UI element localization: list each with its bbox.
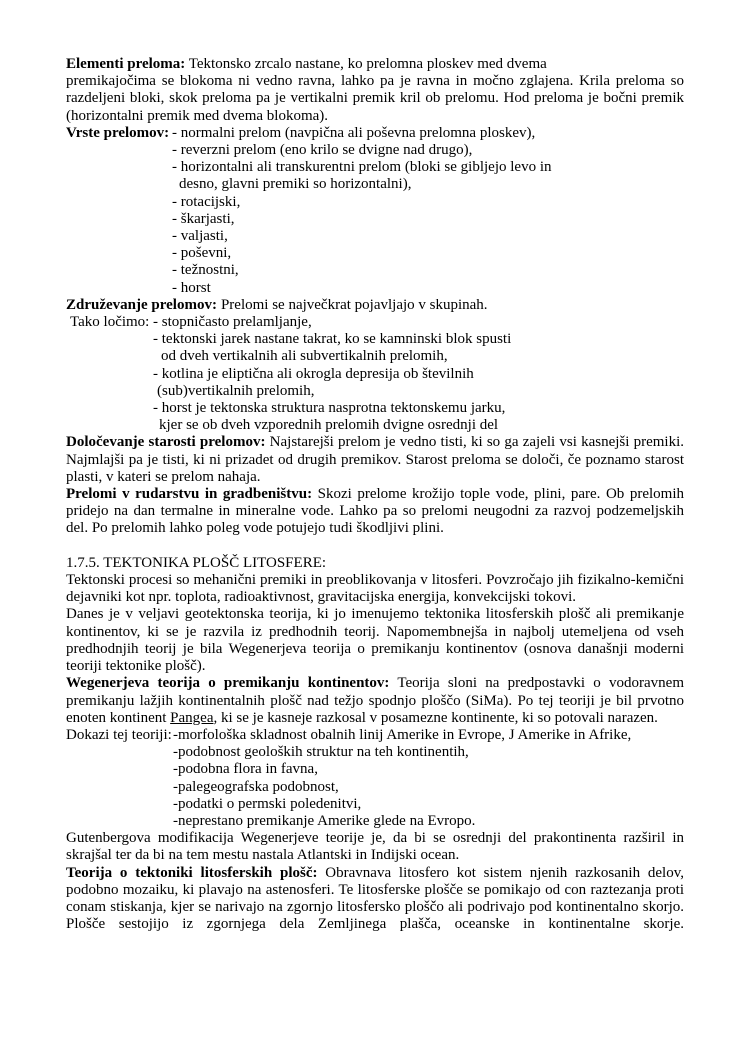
list-item: - valjasti, (172, 228, 228, 245)
list-item: - rotacijski, (172, 193, 241, 210)
evidence-list-label-line (66, 727, 684, 744)
list-item-continuation: kjer se ob dveh vzporednih prelomih dvigne osrednji del (159, 417, 499, 434)
fault-types-label-line (66, 125, 684, 142)
section-heading: 1.7.5. TEKTONIKA PLOŠČ LITOSFERE: (66, 554, 327, 571)
list-item: - poševni, (172, 245, 232, 262)
list-item: - horst (172, 279, 211, 296)
grouping-list-label-line (66, 314, 684, 331)
bold-lead: Elementi preloma: (66, 56, 186, 72)
para-faults-in-mining (66, 486, 684, 538)
list-item: - normalni prelom (navpična ali poševna prelomna ploskev), (172, 124, 536, 141)
blank-line (66, 538, 684, 555)
list-item: - kotlina je eliptična ali okrogla depresija ob številnih (153, 365, 474, 382)
para-geotectonic-theory: Danes je v veljavi geotektonska teorija, ki jo imenujemo tektonika litosferskih plošč ali premikanje kontinentov, ki se je razvila iz predhodnih teorij. Napomembnejša in najbolj utemeljena od vseh predhodnjih teorij je bila Wegenerjeva teorija o premikanju kontinentov (osnova današnji moderni teoriji tektonike plošč). (66, 606, 684, 675)
para-text: Teorija sloni na predpostavki o vodoravnem premikanju lažjih kontinentalnih plošč nad težjo spodnjo ploščo (SiMa). Po tej teoriji je bil prvotno enoten kontinent (66, 675, 684, 726)
para-text: Prelomi se največkrat pojavljajo v skupinah. (220, 296, 488, 313)
para-text: Skozi prelome krožijo tople vode, plini, pare. Ob prelomih pridejo na dan termalne in mineralne vode. Lahko pa so prelomi neugodni za razvoj podzemeljskih del. Po prelomih lahko poleg vode potujejo tudi škodljivi plini. (66, 486, 684, 537)
para-fault-age-determination (66, 434, 684, 486)
para-text: Obravnava litosfero kot sistem njenih razkosanih delov, podobno mozaiku, ki plavajo na astenosferi. Te litosferske plošče se pomikajo od con raztezanja proti conam stiskanja, kjer se narivajo na zgornjo litosfersko ploščo ali podrivajo pod kontinentalno skorjo. Plošče sestojijo iz zgornjega dela Zemljinega plašča, oceanske in kontinentalne skorje. (66, 864, 684, 933)
list-item: -morfološka skladnost obalnih linij Amerike in Evrope, J Amerike in Afrike, (173, 726, 632, 743)
para-text: Najstarejši prelom je vedno tisti, ki so ga zajeli vsi kasnejši premiki. Najmlajši pa je tisti, ki ni prizadet od drugih premikov. Starost preloma se določi, če poznamo starost plasti, v kateri se prelom nahaja. (66, 434, 685, 485)
para-fault-elements (66, 56, 684, 125)
list-item: -palegeografska podobnost, (173, 778, 339, 795)
document-body (66, 56, 684, 933)
list-item: -podatki o permski poledenitvi, (173, 795, 362, 812)
para-text: , ki se je kasneje razkosal v posamezne kontinente, ki so potovali narazen. (213, 709, 658, 726)
list-item: - škarjasti, (172, 210, 235, 227)
list-item: - horizontalni ali transkurentni prelom (bloki se gibljejo levo in (172, 159, 552, 176)
list-label: Tako ločimo: (70, 314, 150, 331)
list-item: - stopničasto prelamljanje, (153, 314, 312, 331)
para-wegener-theory (66, 675, 684, 727)
underlined-term: Pangea (170, 709, 214, 726)
para-plate-tectonics-theory (66, 865, 684, 934)
bold-lead: Wegenerjeva teorija o premikanju kontinentov: (66, 675, 390, 692)
para-text: premikajočima se blokoma ni vedno ravna, lahko pa je ravna in močno zglajena. Krila preloma so razdeljeni bloki, skok preloma pa je vertikalni premik kril ob prelomu. Hod preloma je bočni premik (horizontalni premik med dvema blokoma). (66, 73, 684, 124)
list-item: -neprestano premikanje Amerike glede na Evropo. (173, 812, 476, 829)
bold-lead: Prelomi v rudarstvu in gradbeništvu: (66, 486, 313, 503)
list-item-continuation: od dveh vertikalnih ali subvertikalnih prelomih, (161, 348, 448, 365)
para-gutenberg-modification: Gutenbergova modifikacija Wegenerjeve teorije je, da bi se osrednji del prakontinenta razširil in skrajšal ter da bi na tem mestu nastala Atlantski in Indijski ocean. (66, 830, 684, 864)
para-tectonic-processes: Tektonski procesi so mehanični premiki in preoblikovanja v litosferi. Povzročajo jih fizikalno-kemični dejavniki kot npr. toplota, radioaktivnost, gravitacijska energija, konvekcijski tokovi. (66, 572, 684, 606)
list-item: - težnostni, (172, 262, 239, 279)
list-item: -podobnost geoloških struktur na teh kontinentih, (173, 744, 469, 761)
list-item-continuation: desno, glavni premiki so horizontalni), (179, 176, 412, 193)
list-item: -podobna flora in favna, (173, 761, 318, 778)
bold-lead: Določevanje starosti prelomov: (66, 434, 266, 451)
list-item-continuation: (sub)vertikalnih prelomih, (157, 382, 315, 399)
para-text: Tektonsko zrcalo nastane, ko prelomna ploskev med dvema (185, 56, 547, 72)
list-item: - horst je tektonska struktura nasprotna tektonskemu jarku, (153, 400, 506, 417)
list-item: - reverzni prelom (eno krilo se dvigne nad drugo), (172, 142, 473, 159)
bold-lead: Teorija o tektoniki litosferskih plošč: (66, 864, 318, 881)
bold-lead: Združevanje prelomov: (66, 296, 217, 313)
bold-lead: Vrste prelomov: (66, 124, 170, 141)
para-fault-grouping (66, 297, 684, 314)
list-item: - tektonski jarek nastane takrat, ko se kamninski blok spusti (153, 331, 512, 348)
list-label: Dokazi tej teoriji: (66, 726, 172, 743)
